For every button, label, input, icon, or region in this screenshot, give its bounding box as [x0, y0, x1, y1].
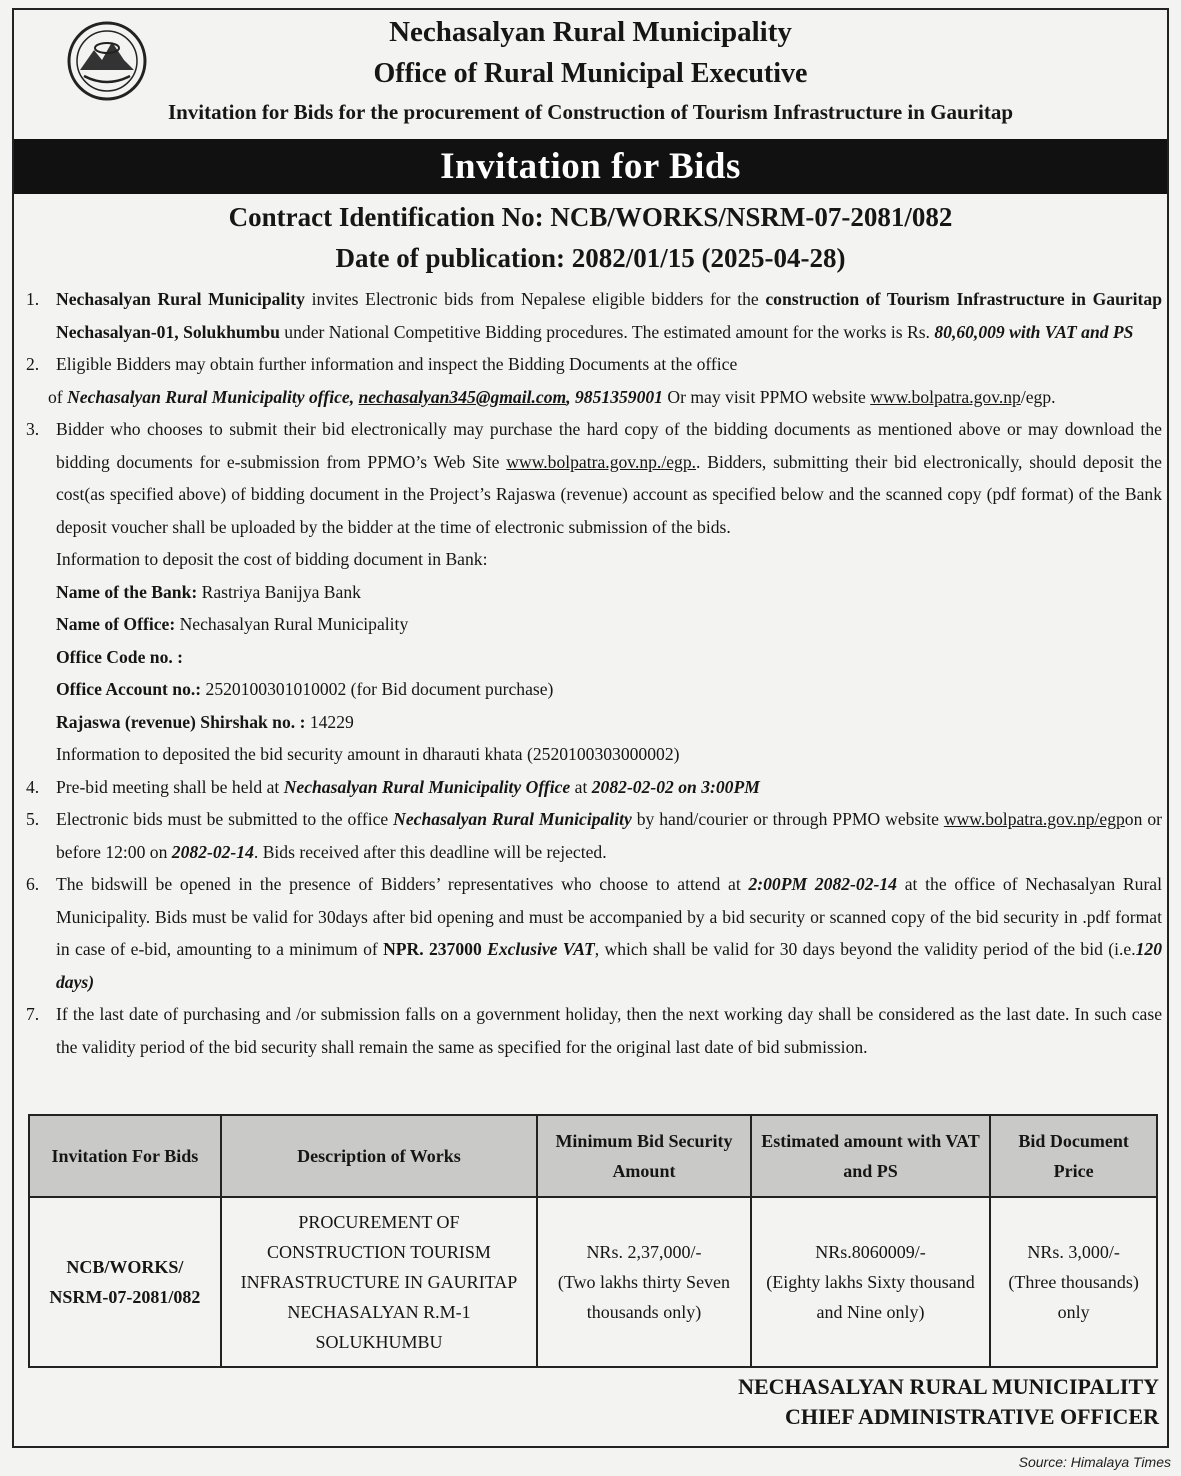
office-name: Office of Rural Municipal Executive	[373, 58, 808, 89]
office-name-row	[24, 608, 1162, 641]
bank-intro: Information to deposit the cost of bidding document in Bank:	[56, 549, 488, 569]
text: at the office of Nechasalyan Rural Municipality. Bids must be valid for 30days after bid opening and must be accompanied by a bid security or scanned copy of the bid security in .pdf format in case of e-bid, amounting to a minimum of	[56, 874, 1163, 959]
submission-office: Nechasalyan Rural Municipality	[393, 809, 632, 829]
security-amount: NPR. 237000	[383, 939, 488, 959]
text: invites Electronic bids from Nepalese eligible bidders for the	[304, 289, 766, 309]
website-link[interactable]: www.bolpatra.gov.np./egp.	[506, 451, 697, 472]
estimate-amount: NRs.8060009/-	[815, 1242, 926, 1262]
clause-number: 6.	[26, 874, 40, 894]
column-header: Bid Document Price	[990, 1115, 1157, 1197]
security-amount: NRs. 2,37,000/-	[586, 1242, 702, 1262]
meeting-place: Nechasalyan Rural Municipality Office	[283, 776, 571, 797]
text: Electronic bids must be submitted to the office	[56, 809, 394, 829]
clause-3	[24, 413, 1162, 543]
clause-number: 4.	[26, 776, 40, 797]
estimate-words: (Eighty lakhs Sixty thousand and Nine only)	[766, 1272, 975, 1322]
security-cell	[537, 1197, 751, 1367]
text: . Bids received after this deadline will be rejected.	[253, 841, 607, 862]
label: Office Code no. :	[56, 646, 184, 667]
doc-price: NRs. 3,000/-	[1027, 1242, 1120, 1262]
text: The bidswill be opened in the presence of Bidders’ representatives who choose to attend at	[56, 874, 749, 894]
text: Pre-bid meeting shall be held at	[56, 776, 284, 797]
text: Or may visit PPMO website	[662, 386, 871, 407]
opening-time: 2:00PM 2082-02-14	[748, 874, 897, 894]
text: /egp.	[1020, 386, 1056, 407]
value: Rastriya Banijya Bank	[197, 581, 361, 602]
office-account-row	[24, 673, 1162, 706]
text: Bidder who chooses to submit their bid electronically may purchase the hard copy of the bidding documents as mentioned above or may download the bidding documents for e-submission from PPMO’s Web Site	[56, 419, 1162, 472]
description-cell: PROCUREMENT OF CONSTRUCTION TOURISM INFRASTRUCTURE IN GAURITAP NECHASALYAN R.M-1 SOLUKHUMBU	[221, 1197, 537, 1367]
clause-6	[24, 868, 1162, 998]
doc-price-cell	[990, 1197, 1157, 1367]
clause-4	[24, 771, 1162, 804]
meeting-date: 2082-02-02 on 3:00PM	[591, 776, 760, 797]
text: of	[48, 386, 68, 407]
security-words: (Two lakhs thirty Seven thousands only)	[557, 1272, 731, 1322]
label: Rajaswa (revenue) Shirshak no. :	[56, 711, 306, 732]
text: Nechasalyan Rural Municipality	[56, 289, 305, 309]
estimated-amount: 80,60,009 with VAT and PS	[934, 321, 1134, 342]
notice-subject: Invitation for Bids for the procurement of Construction of Tourism Infrastructure in Gauritap	[167, 100, 1014, 124]
bank-name-row	[24, 576, 1162, 609]
rajaswa-row	[24, 706, 1162, 739]
office-code-row	[24, 641, 1162, 674]
website-link[interactable]: www.bolpatra.gov.np/egp	[943, 809, 1125, 829]
value: 14229	[305, 711, 354, 732]
text: under National Competitive Bidding procedures. The estimated amount for the works is Rs.	[279, 321, 935, 342]
column-header: Minimum Bid Security Amount	[537, 1115, 751, 1197]
clause-number: 5.	[26, 809, 40, 829]
label: Office Account no.:	[56, 679, 202, 699]
table-row	[29, 1197, 1157, 1367]
label: Name of the Bank:	[56, 581, 198, 602]
clause-7	[24, 998, 1162, 1063]
phone-number: , 9851359001	[566, 386, 663, 407]
sign-org: NECHASALYAN RURAL MUNICIPALITY	[738, 1374, 1159, 1399]
sign-title: CHIEF ADMINISTRATIVE OFFICER	[784, 1404, 1159, 1429]
notice-body	[24, 283, 1162, 1063]
bid-table	[28, 1114, 1158, 1368]
signature-block	[738, 1372, 1159, 1432]
page-title: Invitation for Bids	[14, 139, 1167, 194]
ifb-cell: NCB/WORKS/ NSRM-07-2081/082	[29, 1197, 221, 1367]
column-header: Description of Works	[221, 1115, 537, 1197]
office-name-ref: Nechasalyan Rural Municipality office,	[67, 386, 359, 407]
clause-number: 1.	[26, 289, 40, 309]
website-link[interactable]: www.bolpatra.gov.np	[870, 386, 1021, 407]
doc-price-words: (Three thousands) only	[1008, 1272, 1139, 1322]
value: Nechasalyan Rural Municipality	[175, 614, 409, 634]
clause-1	[24, 283, 1162, 348]
column-header: Invitation For Bids	[29, 1115, 221, 1197]
text: Eligible Bidders may obtain further information and inspect the Bidding Documents at the office	[56, 354, 738, 374]
text: . Bidders, submitting their bid electronically, should deposit the cost(as specified above) of bidding document in the Project’s Rajaswa (revenue) account as specified below and the scanned copy (pdf format) of the Bank deposit voucher shall be uploaded by the bidder at the time of electronic submission of the bids.	[56, 451, 1162, 537]
publication-date: Date of publication: 2082/01/15 (2025-04-28)	[335, 243, 846, 273]
text: by hand/courier or through PPMO website	[631, 809, 944, 829]
column-header: Estimated amount with VAT and PS	[751, 1115, 991, 1197]
clause-number: 2.	[26, 354, 40, 374]
label: Name of Office:	[56, 614, 176, 634]
text: on or before 12:00 on	[56, 809, 1162, 862]
security-info: Information to deposited the bid security amount in dharauti khata (2520100303000002)	[56, 744, 680, 764]
table-header-row	[29, 1115, 1157, 1197]
value: 2520100301010002 (for Bid document purchase)	[201, 679, 554, 699]
text: , which shall be valid for 30 days beyond the validity period of the bid (i.e.	[594, 939, 1136, 959]
org-name: Nechasalyan Rural Municipality	[389, 16, 792, 48]
contract-id: Contract Identification No: NCB/WORKS/NSRM-07-2081/082	[228, 202, 953, 232]
validity-days: 120 days)	[56, 939, 1162, 992]
source-credit: Source: Himalaya Times	[1018, 1454, 1171, 1470]
clause-5	[24, 803, 1162, 868]
text: at	[570, 776, 592, 797]
email-link[interactable]: nechasalyan345@gmail.com	[358, 386, 567, 407]
deadline-date: 2082-02-14	[171, 841, 254, 862]
clause-2-contact	[24, 381, 1162, 414]
text: construction of Tourism Infrastructure in Gauritap Nechasalyan-01, Solukhumbu	[56, 289, 1163, 342]
text: If the last date of purchasing and /or submission falls on a government holiday, then the next working day shall be considered as the last date. In such case the validity period of the bid security shall remain the same as specified for the original last date of bid submission.	[56, 1004, 1162, 1057]
clause-number: 3.	[26, 419, 40, 439]
vat-note: Exclusive VAT	[487, 939, 595, 959]
clause-2	[24, 348, 1162, 381]
clause-number: 7.	[26, 1004, 40, 1024]
estimate-cell	[751, 1197, 991, 1367]
